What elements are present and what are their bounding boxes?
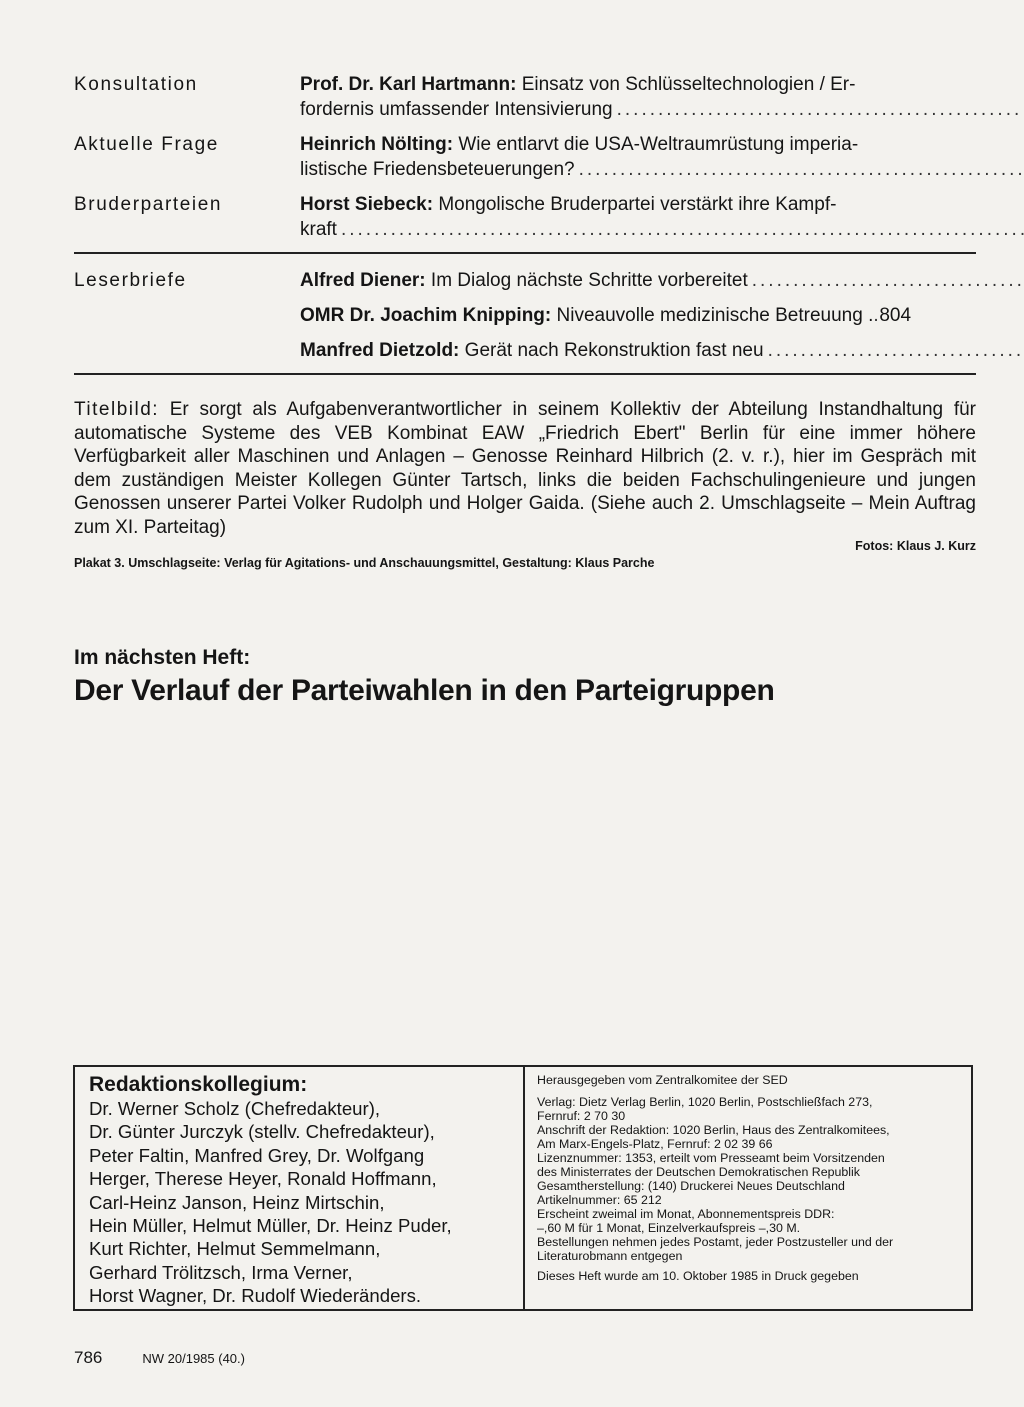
- editor-line: Peter Faltin, Manfred Grey, Dr. Wolfgang: [89, 1144, 425, 1166]
- toc-entry[interactable]: [74, 303, 976, 328]
- imprint: [525, 1067, 971, 1309]
- imprint-print-date: Dieses Heft wurde am 10. Oktober 1985 in Druck gegeben: [537, 1269, 859, 1283]
- toc-title-cont: fordernis umfassender Intensivierung: [300, 99, 613, 120]
- toc-author: OMR Dr. Joachim Knipping:: [300, 305, 552, 326]
- editor-line: Hein Müller, Helmut Müller, Dr. Heinz Puder,: [89, 1215, 452, 1237]
- toc-author: Manfred Dietzold:: [300, 340, 460, 361]
- toc-author: Prof. Dr. Karl Hartmann:: [300, 74, 517, 95]
- leader-dots: [579, 157, 1024, 182]
- editor-line: Dr. Werner Scholz (Chefredakteur),: [89, 1098, 381, 1119]
- toc-entry[interactable]: [74, 338, 976, 363]
- editor-line: Carl-Heinz Janson, Heinz Mirtschin,: [89, 1191, 385, 1213]
- leader-dots: [341, 217, 1024, 242]
- toc-category: Konsultation: [74, 74, 198, 95]
- caption-lead: Titelbild:: [74, 399, 160, 420]
- toc-entry[interactable]: [74, 192, 976, 242]
- imprint-line: Gesamtherstellung: (140) Druckerei Neues Deutschland: [537, 1179, 845, 1193]
- toc-category: Leserbriefe: [74, 270, 187, 291]
- imprint-line: –,60 M für 1 Monat, Einzelverkaufspreis –,30 M.: [537, 1221, 801, 1235]
- editor-line: Herger, Therese Heyer, Ronald Hoffmann,: [89, 1168, 437, 1190]
- toc-title-cont: listische Friedensbeteuerungen?: [300, 159, 575, 180]
- imprint-line: Artikelnummer: 65 212: [537, 1193, 662, 1207]
- toc-title-cont: kraft: [300, 219, 337, 240]
- toc-title: Im Dialog nächste Schritte vorbereitet: [425, 270, 748, 291]
- toc-entry[interactable]: [74, 132, 976, 182]
- toc-title: Mongolische Bruderpartei verstärkt ihre Kampf-: [433, 194, 837, 215]
- editor-line: Horst Wagner, Dr. Rudolf Wiederänders.: [89, 1285, 422, 1307]
- next-issue-label: Im nächsten Heft:: [74, 646, 251, 669]
- imprint-line: des Ministerrates der Deutschen Demokratischen Republik: [537, 1165, 860, 1179]
- next-issue-title: Der Verlauf der Parteiwahlen in den Parteigruppen: [74, 674, 775, 707]
- editor-line: Kurt Richter, Helmut Semmelmann,: [89, 1238, 381, 1260]
- editor-line: Dr. Günter Jurczyk (stellv. Chefredakteur),: [89, 1121, 435, 1143]
- toc-category: Bruderparteien: [74, 194, 223, 215]
- leader-dots: [768, 338, 1024, 363]
- imprint-line: Am Marx-Engels-Platz, Fernruf: 2 02 39 66: [537, 1137, 773, 1151]
- editorial-names: [89, 1097, 523, 1308]
- editorial-board: [75, 1067, 525, 1309]
- toc-title: Gerät nach Rekonstruktion fast neu: [459, 340, 764, 361]
- toc-title: Einsatz von Schlüsseltechnologien / Er-: [516, 74, 856, 95]
- toc-category: Aktuelle Frage: [74, 134, 219, 155]
- imprint-line: Verlag: Dietz Verlag Berlin, 1020 Berlin, Postschließfach 273,: [537, 1095, 873, 1109]
- editorial-box: [73, 1065, 973, 1311]
- toc-author: Alfred Diener:: [300, 270, 426, 291]
- toc-title: Wie entlarvt die USA-Weltraumrüstung imperia-: [453, 134, 859, 155]
- editorial-heading: Redaktionskollegium:: [89, 1073, 308, 1096]
- toc-author: Horst Siebeck:: [300, 194, 434, 215]
- toc-author: Heinrich Nölting:: [300, 134, 454, 155]
- toc-group-letters: [74, 268, 976, 363]
- toc-title: Niveauvolle medizinische Betreuung .: [551, 305, 874, 326]
- cover-caption: [74, 398, 976, 540]
- divider: [74, 252, 976, 254]
- poster-credit: Plakat 3. Umschlagseite: Verlag für Agitations- und Anschauungsmittel, Gestaltung: Klaus Parche: [74, 556, 655, 570]
- imprint-line: Erscheint zweimal im Monat, Abonnementspreis DDR:: [537, 1207, 835, 1221]
- page-footer: [74, 1348, 245, 1368]
- page-number: 786: [74, 1348, 103, 1367]
- issue-number: NW 20/1985 (40.): [142, 1351, 245, 1366]
- imprint-line: Fernruf: 2 70 30: [537, 1109, 626, 1123]
- imprint-line: Anschrift der Redaktion: 1020 Berlin, Haus des Zentralkomitees,: [537, 1123, 890, 1137]
- imprint-line: Literaturobmann entgegen: [537, 1249, 683, 1263]
- toc-group-articles: [74, 72, 976, 242]
- imprint-line: Bestellungen nehmen jedes Postamt, jeder Postzusteller und der: [537, 1235, 894, 1249]
- imprint-line: Lizenznummer: 1353, erteilt vom Presseamt beim Vorsitzenden: [537, 1151, 885, 1165]
- imprint-publisher: Herausgegeben vom Zentralkomitee der SED: [537, 1073, 788, 1087]
- table-of-contents: [74, 72, 976, 389]
- toc-entry[interactable]: [74, 268, 976, 293]
- divider: [74, 373, 976, 375]
- toc-page-number: 804: [879, 305, 912, 326]
- editor-line: Gerhard Trölitzsch, Irma Verner,: [89, 1261, 353, 1283]
- caption-text: Er sorgt als Aufgabenverantwortlicher in seinem Kollektiv der Abteilung Instandhaltung für automatische Systeme des VEB Kombinat EAW „Friedrich Ebert" Berlin für eine immer höhere Verfügbarkeit aller Maschinen und Anlagen – Genosse Reinhard Hilbrich (2. v. r.), hier im Gespräch mit dem zuständigen Meister Kollegen Günter Tartsch, links die beiden Fachschulingenieure und jungen Genossen unserer Partei Volker Rudolph und Holger Gaida. (Siehe auch 2. Umschlagseite – Mein Auftrag zum XI. Parteitag): [74, 399, 976, 538]
- toc-entry[interactable]: [74, 72, 976, 122]
- leader-dots: [752, 268, 1024, 293]
- photo-credit: Fotos: Klaus J. Kurz: [855, 539, 976, 553]
- leader-dots: [617, 97, 1024, 122]
